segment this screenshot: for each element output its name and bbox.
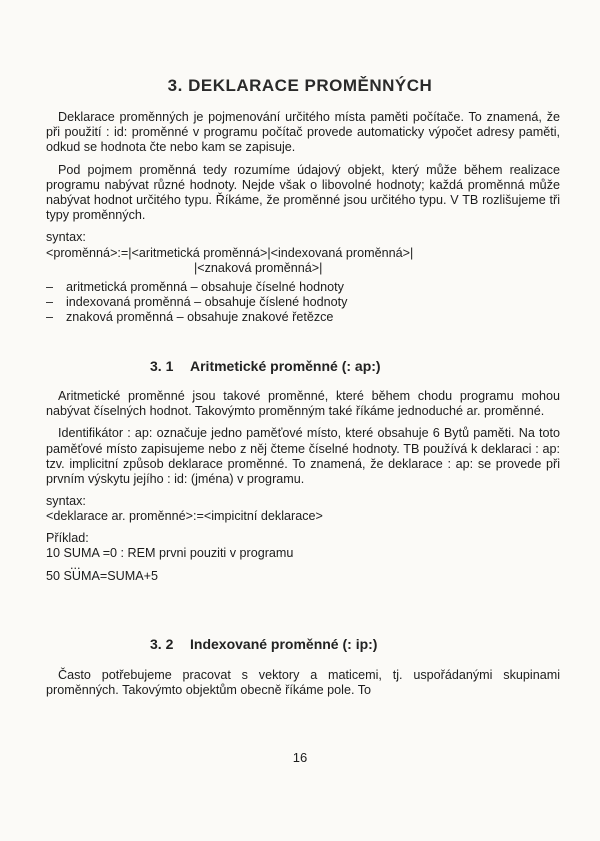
section-3-2-paragraph-1: Často potřebujeme pracovat s vektory a maticemi, tj. uspořádanými skupinami proměnných. Takovýmto objektům obecně říkáme pole. To [46,668,560,698]
section-3-1-block [46,389,560,584]
code-line: 10 SUMA =0 : REM prvni pouziti v programu [46,545,294,560]
section-3-2-block [46,668,560,698]
syntax-line: <deklarace ar. proměnné>:=<impicitní deklarace> [46,509,323,524]
section-number: 3. 2 [150,636,174,652]
intro-paragraph-2: Pod pojmem proměnná tedy rozumíme údajový objekt, který může během realizace programu nabývat různé hodnoty. Nejde však o libovolné hodnoty; každá proměnná může nabývat hodnot určitého typu. Říkáme, že proměnné jsou určitého typu. V TB rozlišujeme tři typy proměnných. [46,162,560,223]
section-number: 3. 1 [150,358,174,374]
variable-types-list [46,280,560,326]
chapter-title: 3. DEKLARACE PROMĚNNÝCH [167,76,433,95]
intro-paragraph-1: Deklarace proměnných je pojmenování určitého místa paměti počítače. To znamená, že při použití : id: proměnné v programu počítač provede automaticky výpočet adresy paměti, odkud se hodnota čte nebo kam se zapisuje. [46,110,560,155]
code-line: 50 SUMA=SUMA+5 [46,569,158,584]
section-heading-3-1 [150,358,381,374]
syntax-line-2: |<znaková proměnná>| [194,260,323,275]
section-title: Aritmetické proměnné (: ap:) [190,358,381,374]
list-item: – znaková proměnná – obsahuje znakové řetězce [46,310,560,325]
code-ellipsis: ... [70,558,81,573]
page-number: 16 [292,750,308,765]
list-item: – indexovaná proměnná – obsahuje číslené hodnoty [46,295,560,310]
section-3-1-paragraph-2: Identifikátor : ap: označuje jedno paměťové místo, které obsahuje 6 Bytů paměti. Na toto paměťové místo zapisujeme nebo z něj čteme číselné hodnoty. TB používá k deklaraci : ap: tzv. implicitní způsob deklarace proměnné. To znamená, že deklarace : ap: se provede při prvním výskytu jejího : id: (jména) v programu. [46,426,560,487]
list-item: – aritmetická proměnná – obsahuje číselné hodnoty [46,280,560,295]
example-label: Příklad: [46,530,89,545]
syntax-label: syntax: [46,230,86,245]
section-heading-3-2 [150,636,377,652]
syntax-line-1: <proměnná>:=|<aritmetická proměnná>|<indexovaná proměnná>| [46,245,414,260]
syntax-label: syntax: [46,494,86,509]
section-title: Indexované proměnné (: ip:) [190,636,378,652]
intro-block [46,110,560,326]
section-3-1-paragraph-1: Aritmetické proměnné jsou takové proměnné, které během chodu programu mohou nabývat číselných hodnot. Takovýmto proměnným také říkáme jednoduché ar. proměnné. [46,389,560,419]
